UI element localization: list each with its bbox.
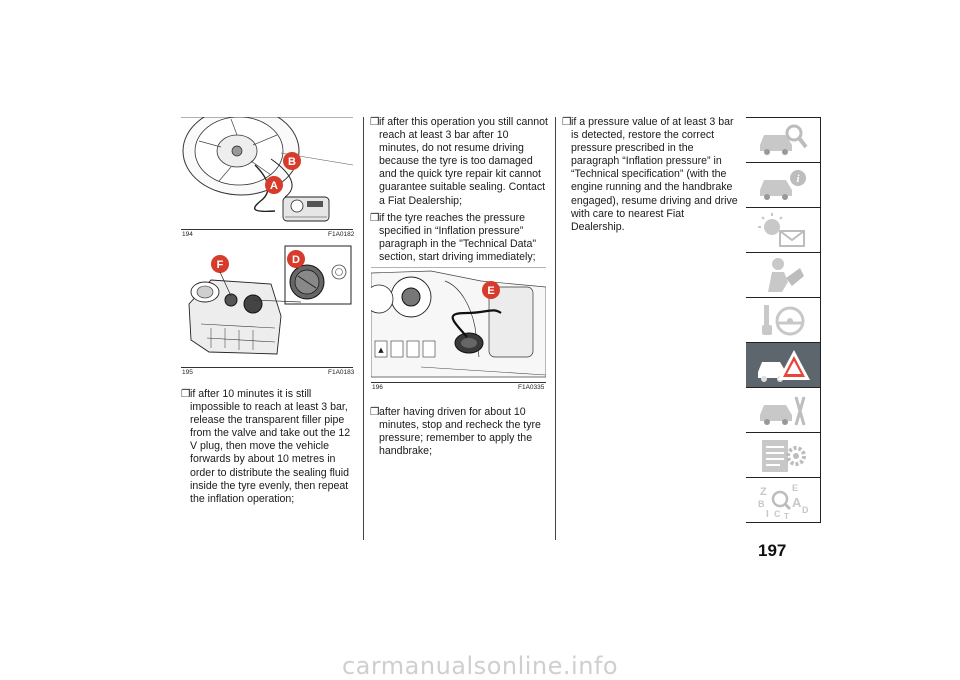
label-d: D	[292, 254, 300, 266]
caption-rule	[181, 367, 353, 368]
svg-text:i: i	[796, 173, 800, 185]
compressor-controls-illustration	[181, 244, 353, 366]
list-item	[562, 116, 740, 234]
middle-column-top	[370, 116, 548, 268]
svg-text:C: C	[774, 509, 781, 519]
sidebar-item-car-search[interactable]	[746, 117, 821, 162]
svg-text:B: B	[758, 499, 765, 509]
document-gear-icon	[756, 436, 810, 474]
list-item	[370, 212, 548, 264]
figure-194-code: F1A0182	[328, 231, 355, 238]
car-info-icon	[756, 166, 810, 204]
watermark: carmanualsonline.info	[341, 652, 619, 680]
page-number: 197	[758, 541, 787, 560]
label-b-icon	[283, 152, 301, 170]
figure-196-code: F1A0335	[518, 384, 545, 391]
sidebar-item-alphabet-index[interactable]	[746, 477, 821, 523]
sidebar-item-key-steering[interactable]	[746, 297, 821, 342]
svg-text:A: A	[792, 495, 802, 510]
label-a-icon	[265, 176, 283, 194]
svg-text:I: I	[766, 509, 769, 519]
label-b: B	[288, 156, 296, 168]
figure-195	[181, 244, 353, 366]
right-column	[562, 116, 740, 238]
figure-194	[181, 117, 353, 227]
tyre-compressor-illustration	[181, 117, 353, 227]
svg-text:▲: ▲	[378, 346, 384, 354]
label-a: A	[270, 180, 278, 192]
checkbox-bullet-icon: ❒	[562, 116, 572, 128]
caption-rule	[181, 229, 353, 230]
list-item	[181, 388, 357, 506]
checkbox-bullet-icon: ❒	[370, 406, 380, 418]
list-item	[370, 116, 548, 208]
column-divider	[363, 117, 364, 540]
label-f: F	[216, 259, 224, 271]
svg-text:D: D	[802, 505, 809, 515]
figure-196	[371, 267, 546, 380]
label-f-icon	[211, 255, 229, 273]
person-airbag-icon	[756, 256, 810, 294]
sidebar-item-car-info[interactable]	[746, 162, 821, 207]
svg-text:Z: Z	[760, 486, 767, 498]
checkbox-bullet-icon: ❒	[181, 388, 191, 400]
label-e-icon	[482, 281, 500, 299]
figure-195-number: 195	[182, 369, 193, 376]
checkbox-bullet-icon: ❒	[370, 211, 380, 224]
sidebar-item-car-warning[interactable]	[746, 342, 821, 387]
key-steering-wheel-icon	[756, 301, 810, 339]
list-item-text: after having driven for about 10 minutes, stop and recheck the tyre pressure; remember to apply the handbrake;	[379, 406, 541, 458]
column-divider	[555, 117, 556, 540]
sidebar-item-car-wrench[interactable]	[746, 387, 821, 432]
lights-mail-icon	[756, 211, 810, 249]
figure-196-number: 196	[372, 384, 383, 391]
alphabet-index-icon	[756, 481, 810, 519]
list-item-text: if after this operation you still cannot reach at least 3 bar after 10 minutes, do not resume driving because the tyre is too damaged and the quick tyre repair kit cannot guarantee suitable sealing. Contact a Fiat Dealership;	[379, 116, 549, 207]
sidebar-item-person-airbag[interactable]	[746, 252, 821, 297]
car-warning-triangle-icon	[756, 346, 810, 384]
svg-text:T: T	[784, 512, 789, 519]
checkbox-bullet-icon: ❒	[370, 116, 380, 128]
left-column	[181, 388, 357, 510]
list-item-text: if the tyre reaches the pressure specified in “Inflation pressure” paragraph in the "Technical Data" section, start driving immediately;	[379, 211, 537, 263]
label-d-icon	[287, 250, 305, 268]
figure-194-number: 194	[182, 231, 193, 238]
label-e: E	[487, 285, 495, 297]
dashboard-socket-illustration	[371, 267, 546, 380]
car-search-icon	[756, 121, 810, 159]
svg-text:E: E	[792, 483, 799, 493]
figure-195-code: F1A0183	[328, 369, 355, 376]
list-item-text: if after 10 minutes it is still impossible to reach at least 3 bar, release the transparent filler pipe from the valve and take out the 12 V plug, then move the vehicle forwards by about 10 metres in order to distribute the sealing fluid inside the tyre evenly, then repeat the inflation operation;	[190, 388, 351, 505]
list-item	[370, 406, 548, 458]
caption-rule	[371, 382, 546, 383]
list-item-text: if a pressure value of at least 3 bar is detected, restore the correct pressure prescribed in the paragraph “Inflation pressure” in “Technical specification” (with the engine running and the handbrake engaged), resume driving and drive with care to nearest Fiat Dealership.	[571, 116, 738, 233]
sidebar-item-lights-mail[interactable]	[746, 207, 821, 252]
middle-column-bottom	[370, 406, 548, 462]
sidebar-item-document-gear[interactable]	[746, 432, 821, 477]
car-wrench-icon	[756, 391, 810, 429]
